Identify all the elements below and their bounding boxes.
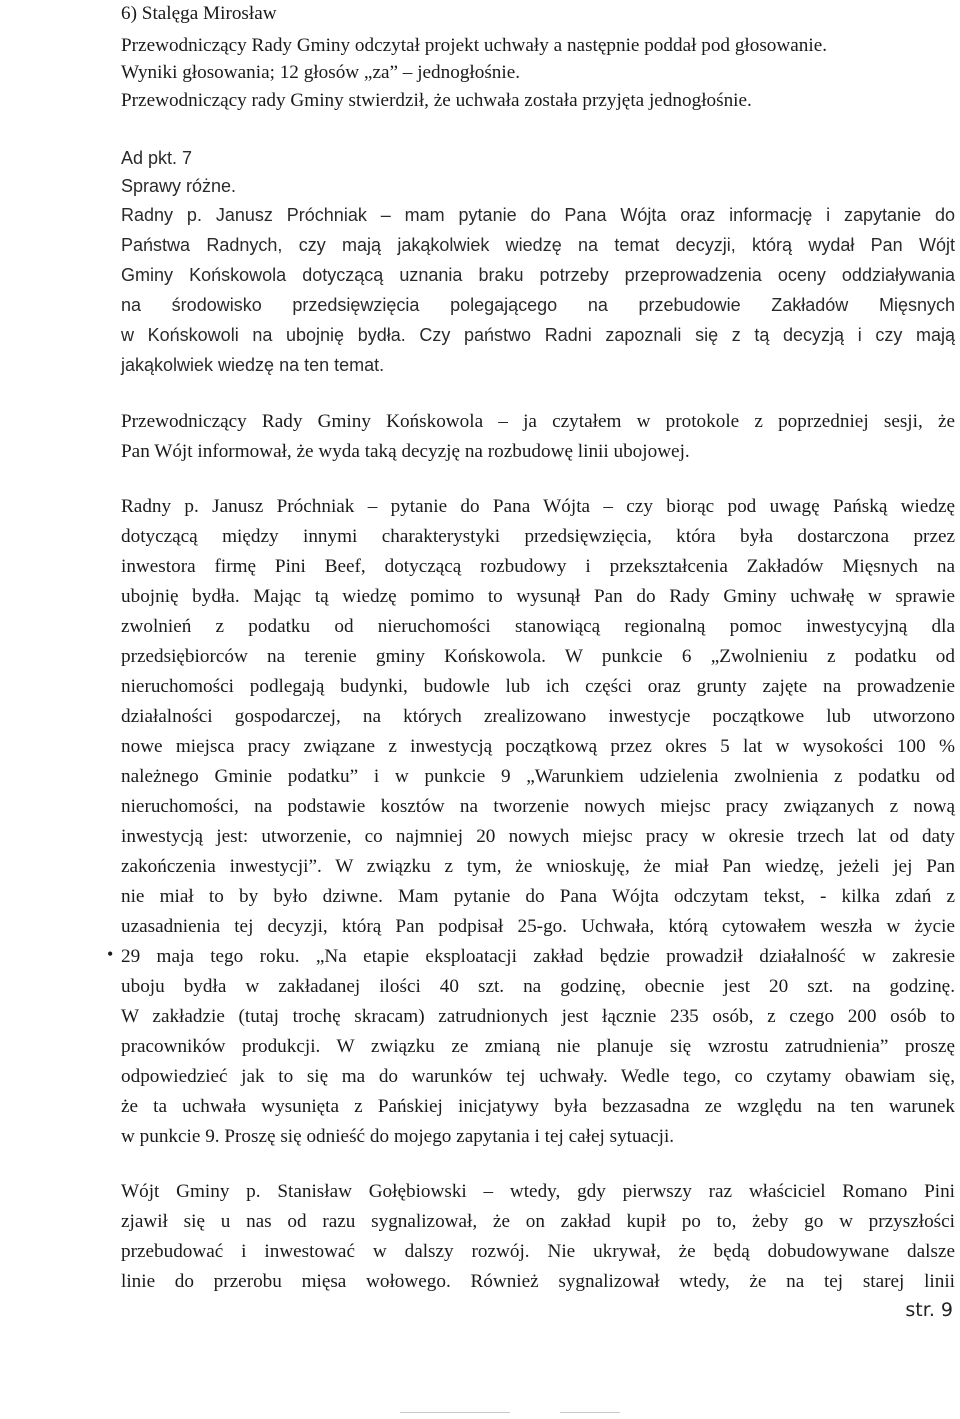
text-line: zwolnień z podatku od nieruchomości stanowiącą regionalną pomoc inwestycyjną dla — [121, 616, 955, 637]
text-line: Radny p. Janusz Próchniak – pytanie do Pana Wójta – czy biorąc pod uwagę Pańską wiedzę — [121, 496, 955, 517]
text-line: Wyniki głosowania; 12 głosów „za” – jednogłośnie. — [121, 62, 521, 83]
text-line: działalności gospodarczej, na których zrealizowano inwestycje początkowe lub utworzono — [121, 706, 955, 727]
text-line: przedsiębiorców na terenie gminy Końskowola. W punkcie 6 „Zwolnieniu z podatku od — [121, 646, 955, 667]
page-number: str. 9 — [905, 1299, 953, 1321]
text-line: Państwa Radnych, czy mają jakąkolwiek wiedzę na temat decyzji, którą wydał Pan Wójt — [121, 235, 955, 255]
text-line: inwestycją jest: utworzenie, co najmniej 20 nowych miejsc pracy w okresie trzech lat od daty — [121, 826, 955, 847]
text-line: w punkcie 9. Proszę się odnieść do mojego zapytania i tej całej sytuacji. — [121, 1126, 675, 1147]
text-line: nowe miejsca pracy związane z inwestycją początkową przez okres 5 lat w wysokości 100 % — [121, 736, 955, 757]
text-line: na środowisko przedsięwzięcia polegającego na przebudowie Zakładów Mięsnych — [121, 295, 955, 315]
text-line: inwestora firmę Pini Beef, dotyczącą rozbudowy i przekształcenia Zakładów Mięsnych na — [121, 556, 955, 577]
text-line: Sprawy różne. — [121, 176, 237, 196]
text-line: zjawił się u nas od razu sygnalizował, że on zakład kupił po to, żeby go w przyszłości — [121, 1211, 955, 1232]
text-line: W zakładzie (tutaj trochę skracam) zatrudnionych jest łącznie 235 osób, z czego 200 osób to — [121, 1006, 955, 1027]
scan-artifact-line — [400, 1412, 510, 1413]
text-line: uboju bydła w zakładanej ilości 40 szt. na godzinę, obecnie jest 20 szt. na godzinę. — [121, 976, 955, 997]
text-line: nie miał to by było dziwne. Mam pytanie do Pana Wójta odczytam tekst, - kilka zdań z — [121, 886, 955, 907]
text-line: Wójt Gminy p. Stanisław Gołębiowski – wtedy, gdy pierwszy raz właściciel Romano Pini — [121, 1181, 955, 1202]
text-line: Ad pkt. 7 — [121, 148, 193, 168]
text-line: należnego Gminie podatku” i w punkcie 9 „Warunkiem udzielenia zwolnienia z podatku od — [121, 766, 955, 787]
text-line: Przewodniczący Rady Gminy Końskowola – ja czytałem w protokole z poprzedniej sesji, że — [121, 411, 955, 432]
text-line: jakąkolwiek wiedzę na ten temat. — [121, 355, 385, 375]
text-line: Pan Wójt informował, że wyda taką decyzję na rozbudowę linii ubojowej. — [121, 441, 690, 462]
text-line: Radny p. Janusz Próchniak – mam pytanie do Pana Wójta oraz informację i zapytanie do — [121, 205, 955, 225]
text-line: 6) Stalęga Mirosław — [121, 3, 277, 24]
text-line: Przewodniczący rady Gminy stwierdził, że uchwała została przyjęta jednogłośnie. — [121, 90, 752, 111]
scan-artifact-line — [560, 1412, 620, 1413]
text-line: uzasadnienia tej decyzji, którą Pan podpisał 25-go. Uchwała, którą cytowałem weszła w życie — [121, 916, 955, 937]
text-line: że ta uchwała wysunięta z Pańskiej inicjatywy była bezzasadna ze względu na ten warunek — [121, 1096, 955, 1117]
text-line: odpowiedzieć jak to się ma do warunków tej uchwały. Wedle tego, co czytamy obawiam się, — [121, 1066, 955, 1087]
text-line: pracowników produkcji. W związku ze zmianą nie planuje się wzrostu zatrudnienia” proszę — [121, 1036, 955, 1057]
text-line: w Końskowoli na ubojnię bydła. Czy państwo Radni zapoznali się z tą decyzją i czy mają — [121, 325, 955, 345]
text-line: Gminy Końskowola dotyczącą uznania braku potrzeby przeprowadzenia oceny oddziaływania — [121, 265, 955, 285]
margin-mark: • — [107, 944, 114, 964]
text-line: Przewodniczący Rady Gminy odczytał projekt uchwały a następnie poddał pod głosowanie. — [121, 35, 828, 56]
text-line: zakończenia inwestycji”. W związku z tym, że wnioskuję, że miał Pan wiedzę, jeżeli jej Pan — [121, 856, 955, 877]
text-line: przebudować i inwestować w dalszy rozwój. Nie ukrywał, że będą dobudowywane dalsze — [121, 1241, 955, 1262]
text-line: 29 maja tego roku. „Na etapie eksploatacji zakład będzie prowadził działalność w zakresie — [121, 946, 955, 967]
text-line: nieruchomości, na podstawie kosztów na tworzenie nowych miejsc pracy związanych z nową — [121, 796, 955, 817]
text-line: ubojnię bydła. Mając tą wiedzę pomimo to wysunął Pan do Rady Gminy uchwałę w sprawie — [121, 586, 955, 607]
text-line: linie do przerobu mięsa wołowego. Również sygnalizował wtedy, że na tej starej linii — [121, 1271, 955, 1292]
text-line: nieruchomości podlegają budynki, budowle lub ich części oraz grunty zajęte na prowadzenie — [121, 676, 955, 697]
text-line: dotyczącą między innymi charakterystyki przedsięwzięcia, która była dostarczona przez — [121, 526, 955, 547]
